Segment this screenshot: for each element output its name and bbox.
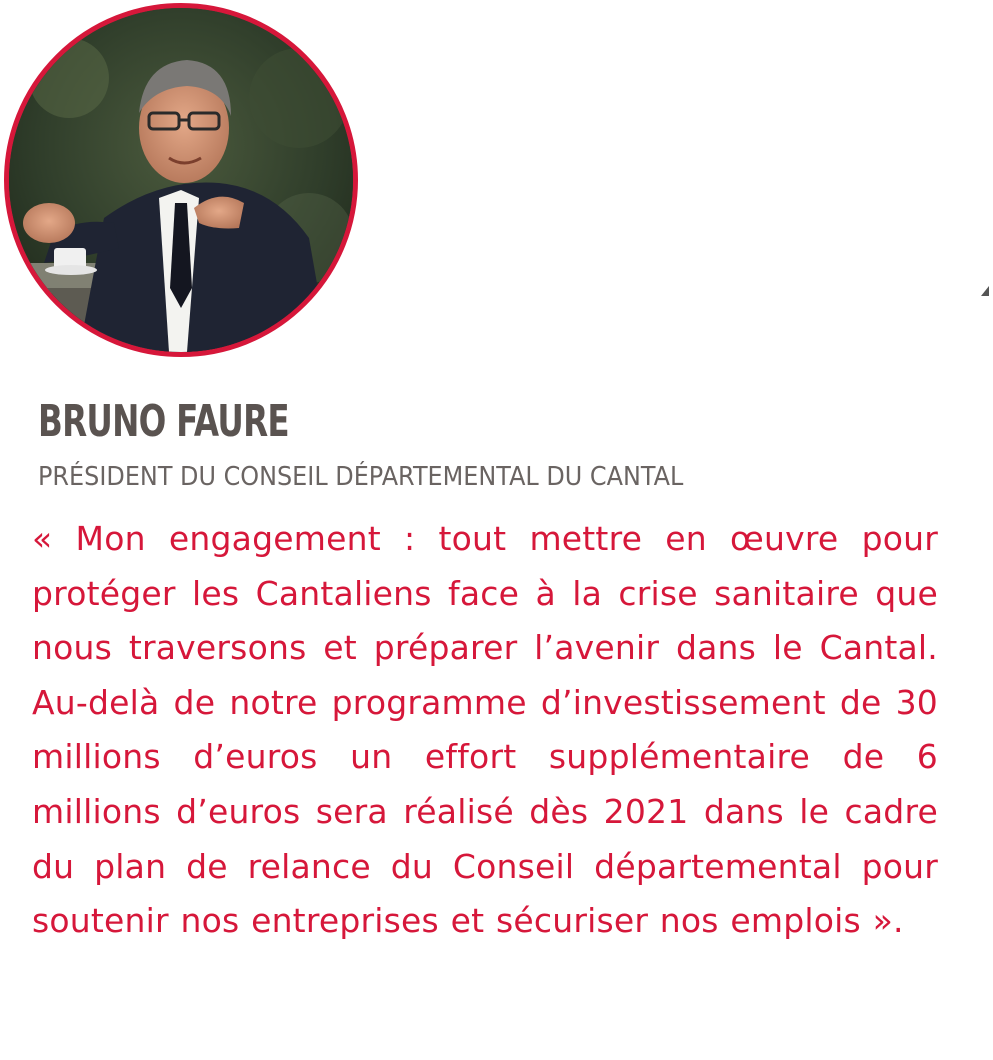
edge-fragment-icon xyxy=(979,284,991,298)
portrait-photo xyxy=(4,3,358,357)
portrait-illustration xyxy=(9,8,353,352)
quote-text: « Mon engagement : tout mettre en œuvre pour protéger les Cantaliens face à la crise sanitaire que nous traversons et préparer l’avenir dans le Cantal. Au-delà de notre programme d’investissement de 30 millions d’euros un effort supplémentaire de 6 millions d’euros sera réalisé dès 2021 dans le cadre du plan de relance du Conseil départemental pour soutenir nos entreprises et sécuriser nos emplois ». xyxy=(32,519,938,941)
person-name: BRUNO FAURE xyxy=(38,396,289,447)
person-role: PRÉSIDENT DU CONSEIL DÉPARTEMENTAL DU CANTAL xyxy=(38,462,684,492)
